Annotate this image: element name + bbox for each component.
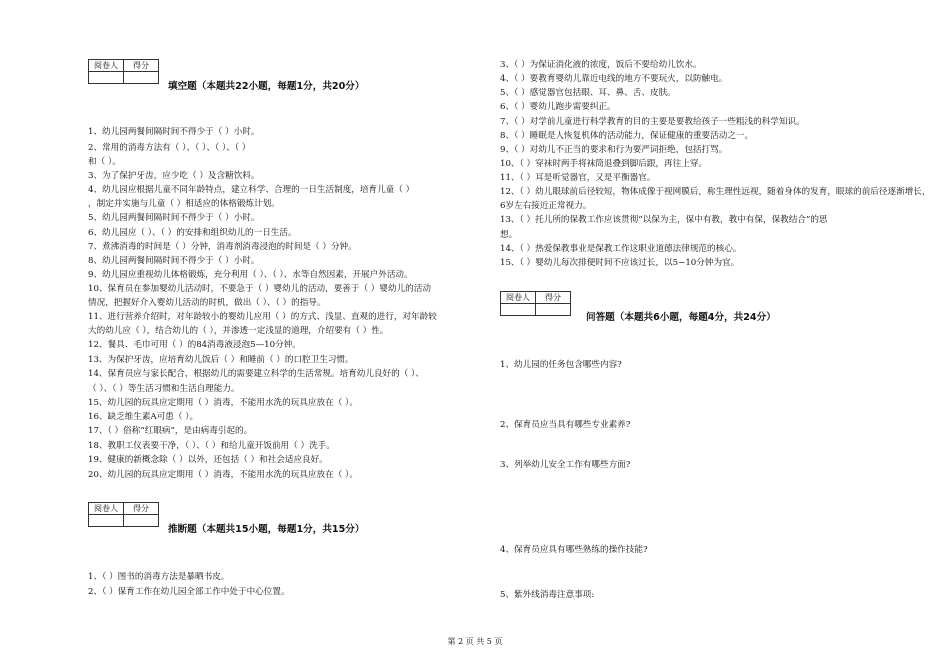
score-table-grader-label: 阅卷人 [501,292,536,304]
fill-line: 4、幼儿园应根据儿童不同年龄特点，建立科学、合理的一日生活制度，培育儿童（ ） [88,185,415,195]
score-table-cell [124,515,159,527]
judge-line: 12、（ ）幼儿眼球前后径较短，物体成像于视网膜后，称生理性远视，随着身体的发育，眼球的前后径逐渐增长， [500,187,931,197]
fill-line: 19、健康的新概念除（ ）以外，还包括（ ）和社会适应良好。 [88,455,328,465]
score-table-score-label: 得分 [124,503,159,515]
judge-line: 2、（ ）保育工作在幼儿园全部工作中处于中心位置。 [88,587,290,597]
score-table-cell [89,72,124,84]
judge-line: 7、（ ）对学前儿童进行科学教育的目的主要是要教给孩子一些粗浅的科学知识。 [500,117,805,127]
judge-line: 10、（ ）穿袜时两手将袜筒退叠到脚后跟，再往上穿。 [500,159,708,169]
score-table-fill [88,59,159,84]
fill-line: 18、教职工仪表要干净，（ ）、（ ）和给儿童开饭前用（ ）洗手。 [88,441,335,451]
fill-line: 17、（ ）俗称“红眼病”，是由病毒引起的。 [88,426,253,436]
score-table-score-label: 得分 [536,292,571,304]
fill-line: 12、餐具、毛巾可用（ ）的84消毒液浸泡5—10分钟。 [88,340,301,350]
fill-line: 16、缺乏维生素A可患（ ）。 [88,412,199,422]
fill-line: 14、保育员应与家长配合，根据幼儿的需要建立科学的生活常规。培育幼儿良好的（ ）、 [88,369,424,379]
fill-line: ，制定并实施与儿童（ ）相适应的体格锻炼计划。 [88,199,280,209]
judge-line: 5、（ ）感觉器官包括眼、耳、鼻、舌、皮肤。 [500,88,676,98]
judge-line: 13、（ ）托儿所的保教工作应该贯彻“以保为主，保中有教，教中有保，保教结合”的思 [500,215,828,225]
judge-section-title: 推断题（本题共15小题，每题1分，共15分） [168,524,365,535]
score-table-grader-label: 阅卷人 [89,503,124,515]
judge-line: 11、（ ）耳是听觉器官，又是平衡器官。 [500,173,656,183]
fill-line: 和（ ）。 [88,157,121,167]
fill-line: 5、幼儿园两餐间隔时间不得少于（ ）小时。 [88,213,260,223]
judge-line: 1、（ ）图书的消毒方法是暴晒书皮。 [88,572,230,582]
fill-section-title: 填空题（本题共22小题，每题1分，共20分） [168,81,365,92]
fill-line: 20、幼儿园的玩具应定期用（ ）消毒，不能用水洗的玩具应放在（ ）。 [88,470,358,480]
judge-line: 15、（ ）婴幼儿每次排便时间不应该过长，以5~10分钟为宜。 [500,258,740,268]
qa-question: 2、保育员应当具有哪些专业素养? [500,420,631,430]
score-table-cell [501,304,536,316]
qa-section-title: 问答题（本题共6小题，每题4分，共24分） [586,312,776,323]
score-table-judge [88,502,159,527]
judge-line: 想。 [500,230,518,240]
qa-question: 4、保育员应具有哪些熟练的操作技能? [500,545,648,555]
judge-line: 3、（ ）为保证消化液的浓度，饭后不要给幼儿饮水。 [500,60,702,70]
score-table-cell [536,304,571,316]
page-footer: 第 2 页 共 5 页 [447,637,503,646]
score-table-grader-label: 阅卷人 [89,60,124,72]
score-table-cell [89,515,124,527]
fill-line: 8、幼儿园两餐间隔时间不得少于（ ）小时。 [88,256,260,266]
fill-line: 3、为了保护牙齿，应少吃（ ）及含糖饮料。 [88,171,260,181]
fill-line: （ ）、（ ）等生活习惯和生活自理能力。 [88,384,240,394]
fill-line: 11、进行营养介绍时，对年龄较小的婴幼儿应用（ ）的方式、浅显、直观的进行，对年龄较 [88,312,437,322]
fill-line: 大的幼儿应（ ），结合幼儿的（ ），并渗透一定浅显的道理，介绍要有（ ）性。 [88,326,389,336]
score-table-score-label: 得分 [124,60,159,72]
judge-line: 9、（ ）对幼儿不正当的要求和行为要严词拒绝，包括打骂。 [500,145,728,155]
fill-line: 9、幼儿园应重视幼儿体格锻炼，充分利用（ ）、（ ）、水等自然因素，开展户外活动。 [88,270,413,280]
fill-line: 7、煮沸消毒的时间是（ ）分钟，消毒剂消毒浸泡的时间是（ ）分钟。 [88,242,357,252]
score-table-qa [500,291,571,316]
fill-line: 1、幼儿园两餐间隔时间不得少于（ ）小时。 [88,127,260,137]
fill-line: 13、为保护牙齿，应培育幼儿饭后（ ）和睡前（ ）的口腔卫生习惯。 [88,355,354,365]
score-table-cell [124,72,159,84]
qa-question: 5、紫外线消毒注意事项: [500,590,595,600]
judge-line: 4、（ ）要教育婴幼儿靠近电线的地方不要玩火，以防触电。 [500,74,728,84]
fill-line: 2、常用的消毒方法有（ ）、（ ）、（ ）、（ ） [88,143,251,153]
judge-line: 6岁左右接近正常视力。 [500,201,592,211]
judge-line: 8、（ ）睡眠是人恢复机体的活动能力，保证健康的重要活动之一。 [500,131,754,141]
qa-question: 3、列举幼儿安全工作有哪些方面? [500,460,631,470]
fill-line: 6、幼儿园应（ ）、（ ）的安排和组织幼儿的一日生活。 [88,228,297,238]
fill-line: 10、保育员在参加婴幼儿活动时，不要急于（ ）婴幼儿的活动，要善于（ ）婴幼儿的活动 [88,284,431,294]
fill-line: 情况，把握好介入婴幼儿活动的时机，做出（ ）、（ ）的指导。 [88,298,326,308]
judge-line: 14、（ ）热爱保教事业是保教工作这职业道德法律规范的核心。 [500,244,742,254]
fill-line: 15、幼儿园的玩具应定期用（ ）消毒，不能用水洗的玩具应放在（ ）。 [88,398,358,408]
judge-line: 6、（ ）婴幼儿跑步需要纠正。 [500,102,616,112]
qa-question: 1、幼儿园的任务包含哪些内容? [500,360,622,370]
